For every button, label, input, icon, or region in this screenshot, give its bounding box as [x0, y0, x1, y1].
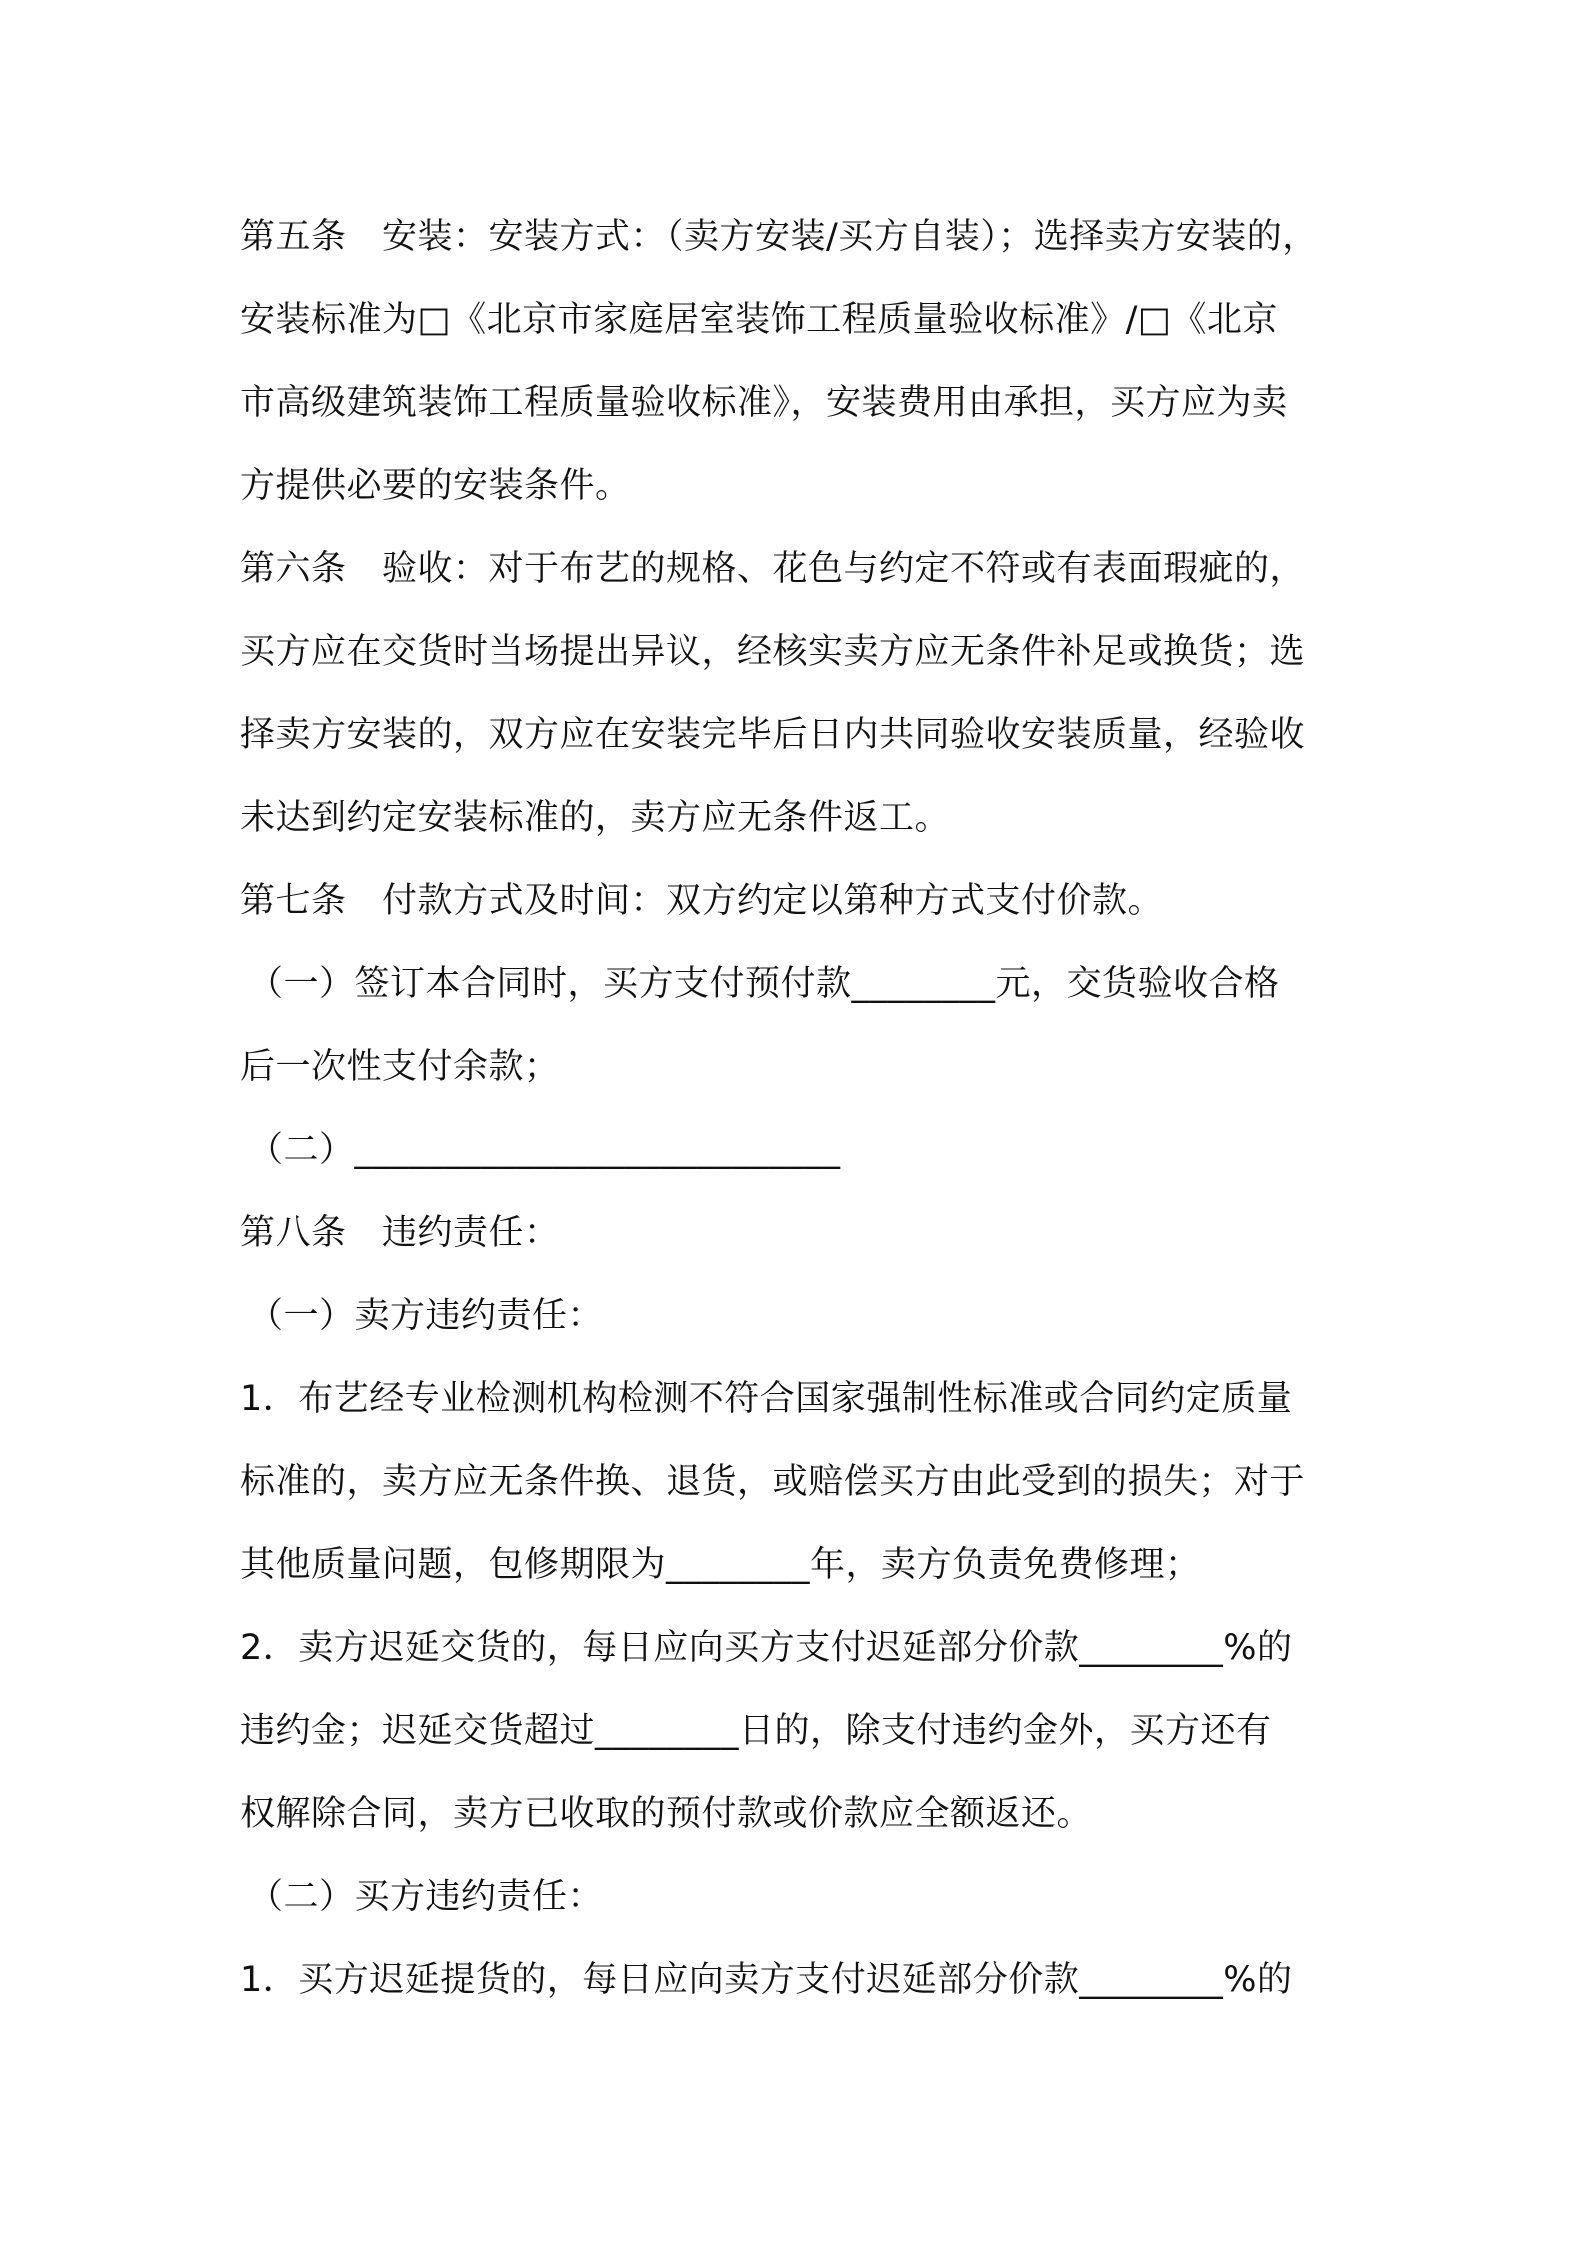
seller-liability-1-line-3: 其他质量问题，包修期限为________年，卖方负责免费修理；	[240, 1545, 1201, 1585]
article-7-item-1-line-1: （一）签订本合同时，买方支付预付款________元，交货验收合格	[248, 964, 1280, 1004]
article-5-line-1: 第五条 安装：安装方式：（卖方安装/买方自装）；选择卖方安装的，	[240, 217, 1318, 257]
article-5-line-4: 方提供必要的安装条件。	[240, 466, 631, 506]
seller-liability-heading: （一）卖方违约责任：	[248, 1296, 604, 1336]
article-8-heading: 第八条 违约责任：	[240, 1213, 560, 1253]
seller-liability-1-line-1: 1．布艺经专业检测机构检测不符合国家强制性标准或合同约定质量	[240, 1379, 1293, 1419]
article-6-line-3: 择卖方安装的，双方应在安装完毕后日内共同验收安装质量，经验收	[240, 715, 1306, 755]
article-7-item-2: （二）___________________________	[248, 1130, 841, 1170]
article-6-line-4: 未达到约定安装标准的，卖方应无条件返工。	[240, 798, 951, 838]
buyer-liability-heading: （二）买方违约责任：	[248, 1877, 604, 1917]
buyer-liability-1-line-1: 1．买方迟延提货的，每日应向卖方支付迟延部分价款________%的	[240, 1960, 1293, 2000]
seller-liability-2-line-2: 违约金；迟延交货超过________日的，除支付违约金外，买方还有	[240, 1711, 1272, 1751]
article-6-line-2: 买方应在交货时当场提出异议，经核实卖方应无条件补足或换货；选	[240, 632, 1306, 672]
article-5-line-3: 市高级建筑装饰工程质量验收标准》，安装费用由承担，买方应为卖	[240, 383, 1288, 423]
document-body	[240, 196, 1360, 2022]
article-6-line-1: 第六条 验收：对于布艺的规格、花色与约定不符或有表面瑕疵的，	[240, 549, 1306, 589]
article-7-item-1-line-2: 后一次性支付余款；	[240, 1047, 560, 1087]
seller-liability-2-line-3: 权解除合同，卖方已收取的预付款或价款应全额返还。	[240, 1794, 1093, 1834]
article-7-line-1: 第七条 付款方式及时间：双方约定以第种方式支付价款。	[240, 881, 1164, 921]
seller-liability-2-line-1: 2．卖方迟延交货的，每日应向买方支付迟延部分价款________%的	[240, 1628, 1293, 1668]
article-5-line-2: 安装标准为□《北京市家庭居室装饰工程质量验收标准》/□《北京	[240, 300, 1278, 340]
seller-liability-1-line-2: 标准的，卖方应无条件换、退货，或赔偿买方由此受到的损失；对于	[240, 1462, 1306, 1502]
